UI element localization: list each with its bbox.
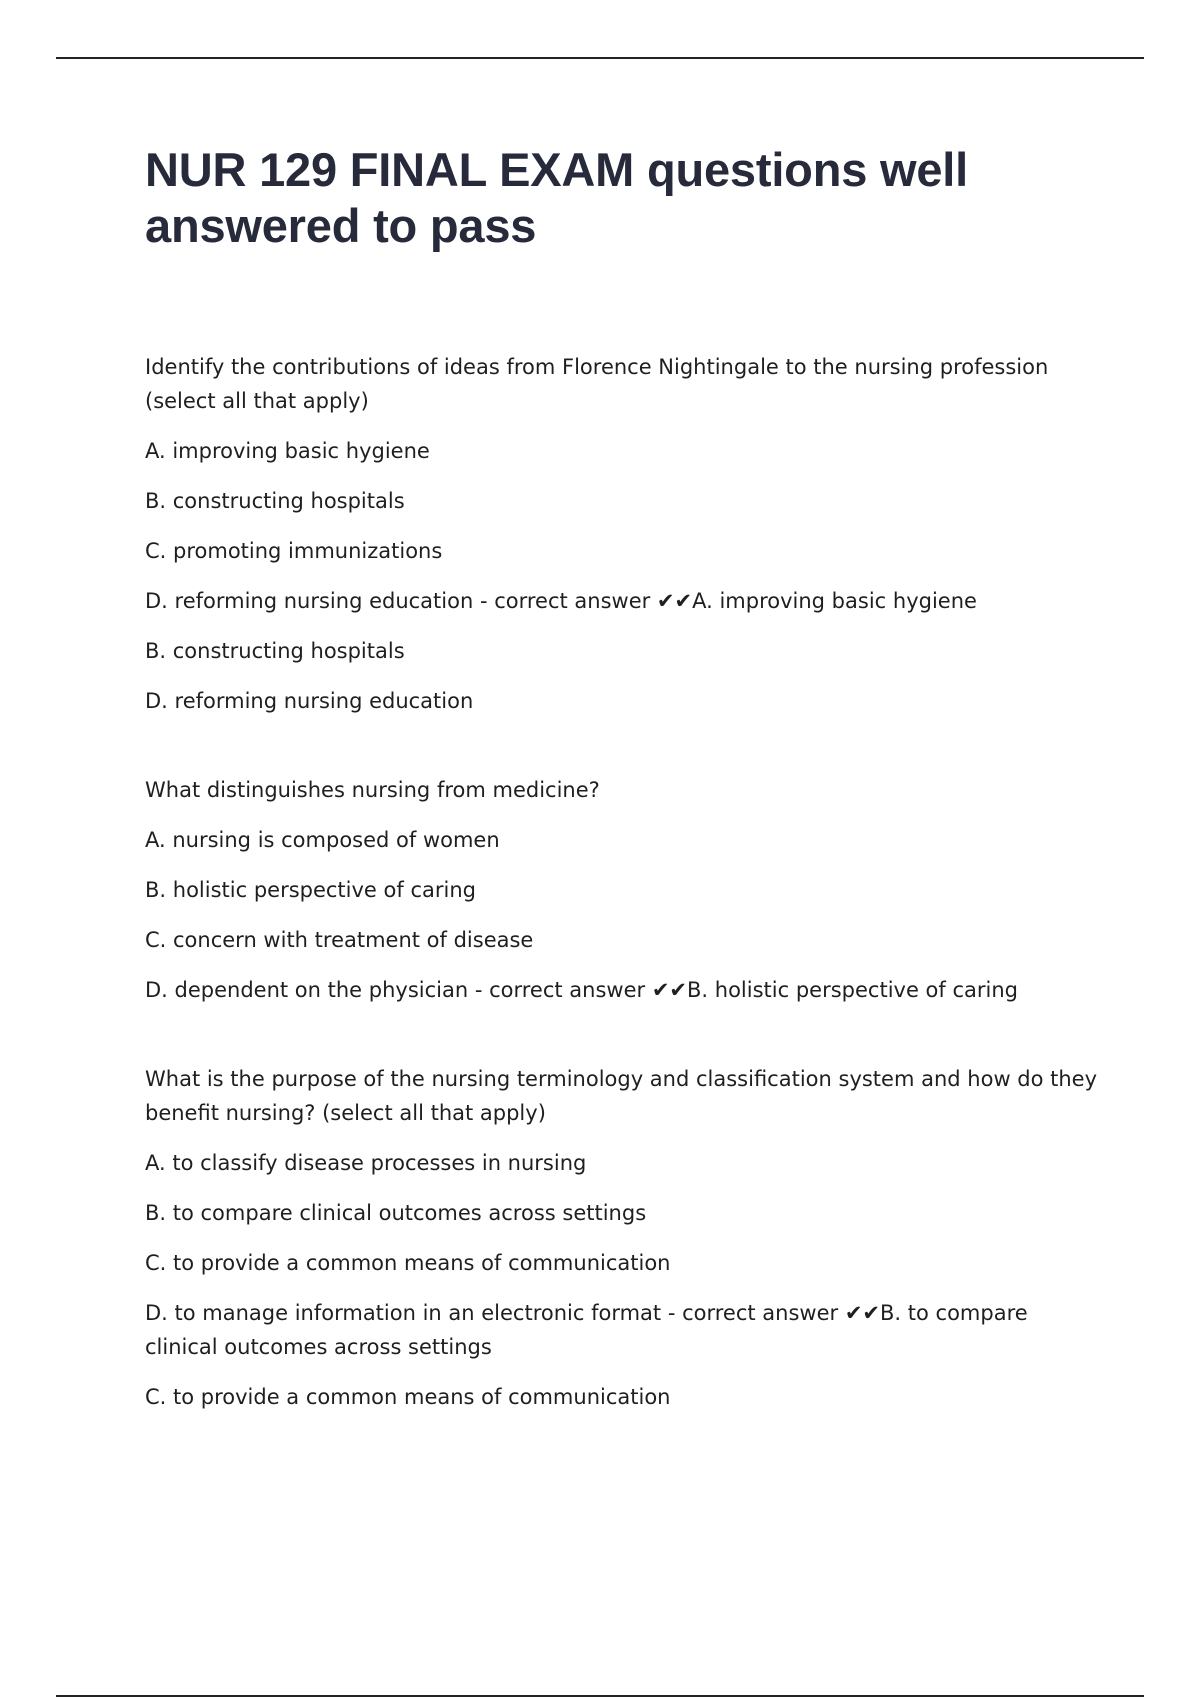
question-1-line-4: D. reforming nursing education - correct answer ✔✔A. improving basic hygiene — [145, 589, 977, 613]
question-1-text: Identify the contributions of ideas from Florence Nightingale to the nursing profession (select all that apply) — [145, 355, 1049, 413]
question-list — [145, 350, 1100, 1414]
top-rule — [56, 57, 1144, 59]
question-2-line-4: D. dependent on the physician - correct answer ✔✔B. holistic perspective of caring — [145, 978, 1018, 1002]
question-3-text: What is the purpose of the nursing terminology and classification system and how do they benefit nursing? (select all that apply) — [145, 1067, 1098, 1125]
question-3-line-1: A. to classify disease processes in nursing — [145, 1151, 587, 1175]
document-body — [145, 142, 1100, 1469]
question-1 — [145, 350, 1100, 718]
question-3 — [145, 1062, 1100, 1414]
question-3-line-5: C. to provide a common means of communication — [145, 1385, 671, 1409]
question-3-line-4: D. to manage information in an electronic format - correct answer ✔✔B. to compare clinical outcomes across settings — [145, 1301, 1028, 1359]
document-title: NUR 129 FINAL EXAM questions well answered to pass — [145, 143, 969, 252]
question-1-line-5: B. constructing hospitals — [145, 639, 405, 663]
question-1-line-6: D. reforming nursing education — [145, 689, 474, 713]
question-2-line-1: A. nursing is composed of women — [145, 828, 500, 852]
question-2-text: What distinguishes nursing from medicine? — [145, 778, 600, 802]
question-3-line-2: B. to compare clinical outcomes across settings — [145, 1201, 647, 1225]
question-1-line-1: A. improving basic hygiene — [145, 439, 430, 463]
question-2-line-2: B. holistic perspective of caring — [145, 878, 476, 902]
bottom-rule — [56, 1695, 1144, 1697]
question-1-line-2: B. constructing hospitals — [145, 489, 405, 513]
question-3-line-3: C. to provide a common means of communication — [145, 1251, 671, 1275]
question-1-line-3: C. promoting immunizations — [145, 539, 443, 563]
question-2-line-3: C. concern with treatment of disease — [145, 928, 534, 952]
question-2 — [145, 773, 1100, 1007]
